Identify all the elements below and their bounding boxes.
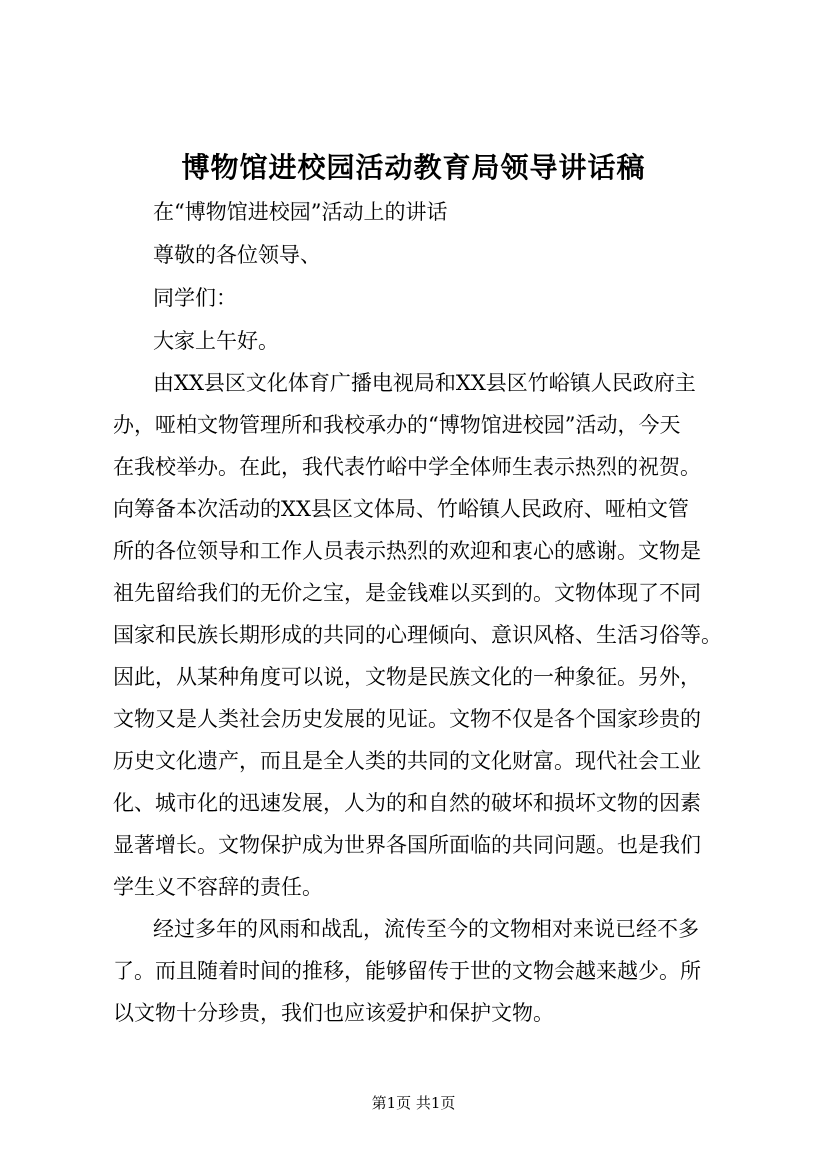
body-line: 因此，从某种角度可以说，文物是民族文化的一种象征。另外，: [113, 665, 701, 689]
body-line: 经过多年的风雨和战乱，流传至今的文物相对来说已经不多: [153, 917, 699, 941]
body-line: 由XX县区文化体育广播电视局和XX县区竹峪镇人民政府主: [153, 371, 696, 395]
body-line: 了。而且随着时间的推移，能够留传于世的文物会越来越少。所: [113, 959, 701, 983]
speech-subtitle: 在“博物馆进校园”活动上的讲话: [153, 200, 448, 224]
document-title: 博物馆进校园活动教育局领导讲话稿: [181, 151, 646, 184]
body-line: 办，哑柏文物管理所和我校承办的“博物馆进校园”活动，今天: [113, 413, 681, 437]
body-line: 显著增长。文物保护成为世界各国所面临的共同问题。也是我们: [113, 833, 701, 857]
body-line: 向筹备本次活动的XX县区文体局、竹峪镇人民政府、哑柏文管: [113, 497, 689, 521]
greeting: 大家上午好。: [153, 329, 279, 353]
body-line: 以文物十分珍贵，我们也应该爱护和保护文物。: [113, 1001, 554, 1025]
body-line: 文物又是人类社会历史发展的见证。文物不仅是各个国家珍贵的: [113, 707, 701, 731]
body-line: 所的各位领导和工作人员表示热烈的欢迎和衷心的感谢。文物是: [113, 539, 701, 563]
salutation-leaders: 尊敬的各位领导、: [153, 243, 321, 267]
body-line: 国家和民族长期形成的共同的心理倾向、意识风格、生活习俗等。: [113, 623, 722, 647]
body-line: 祖先留给我们的无价之宝，是金钱难以买到的。文物体现了不同: [113, 581, 701, 605]
body-line: 学生义不容辞的责任。: [113, 875, 323, 899]
salutation-students: 同学们：: [153, 286, 237, 310]
body-line: 历史文化遗产，而且是全人类的共同的文化财富。现代社会工业: [113, 749, 701, 773]
body-line: 在我校举办。在此，我代表竹峪中学全体师生表示热烈的祝贺。: [113, 455, 701, 479]
page-number-footer: 第1页 共1页: [371, 1094, 456, 1112]
body-line: 化、城市化的迅速发展，人为的和自然的破坏和损坏文物的因素: [113, 791, 701, 815]
